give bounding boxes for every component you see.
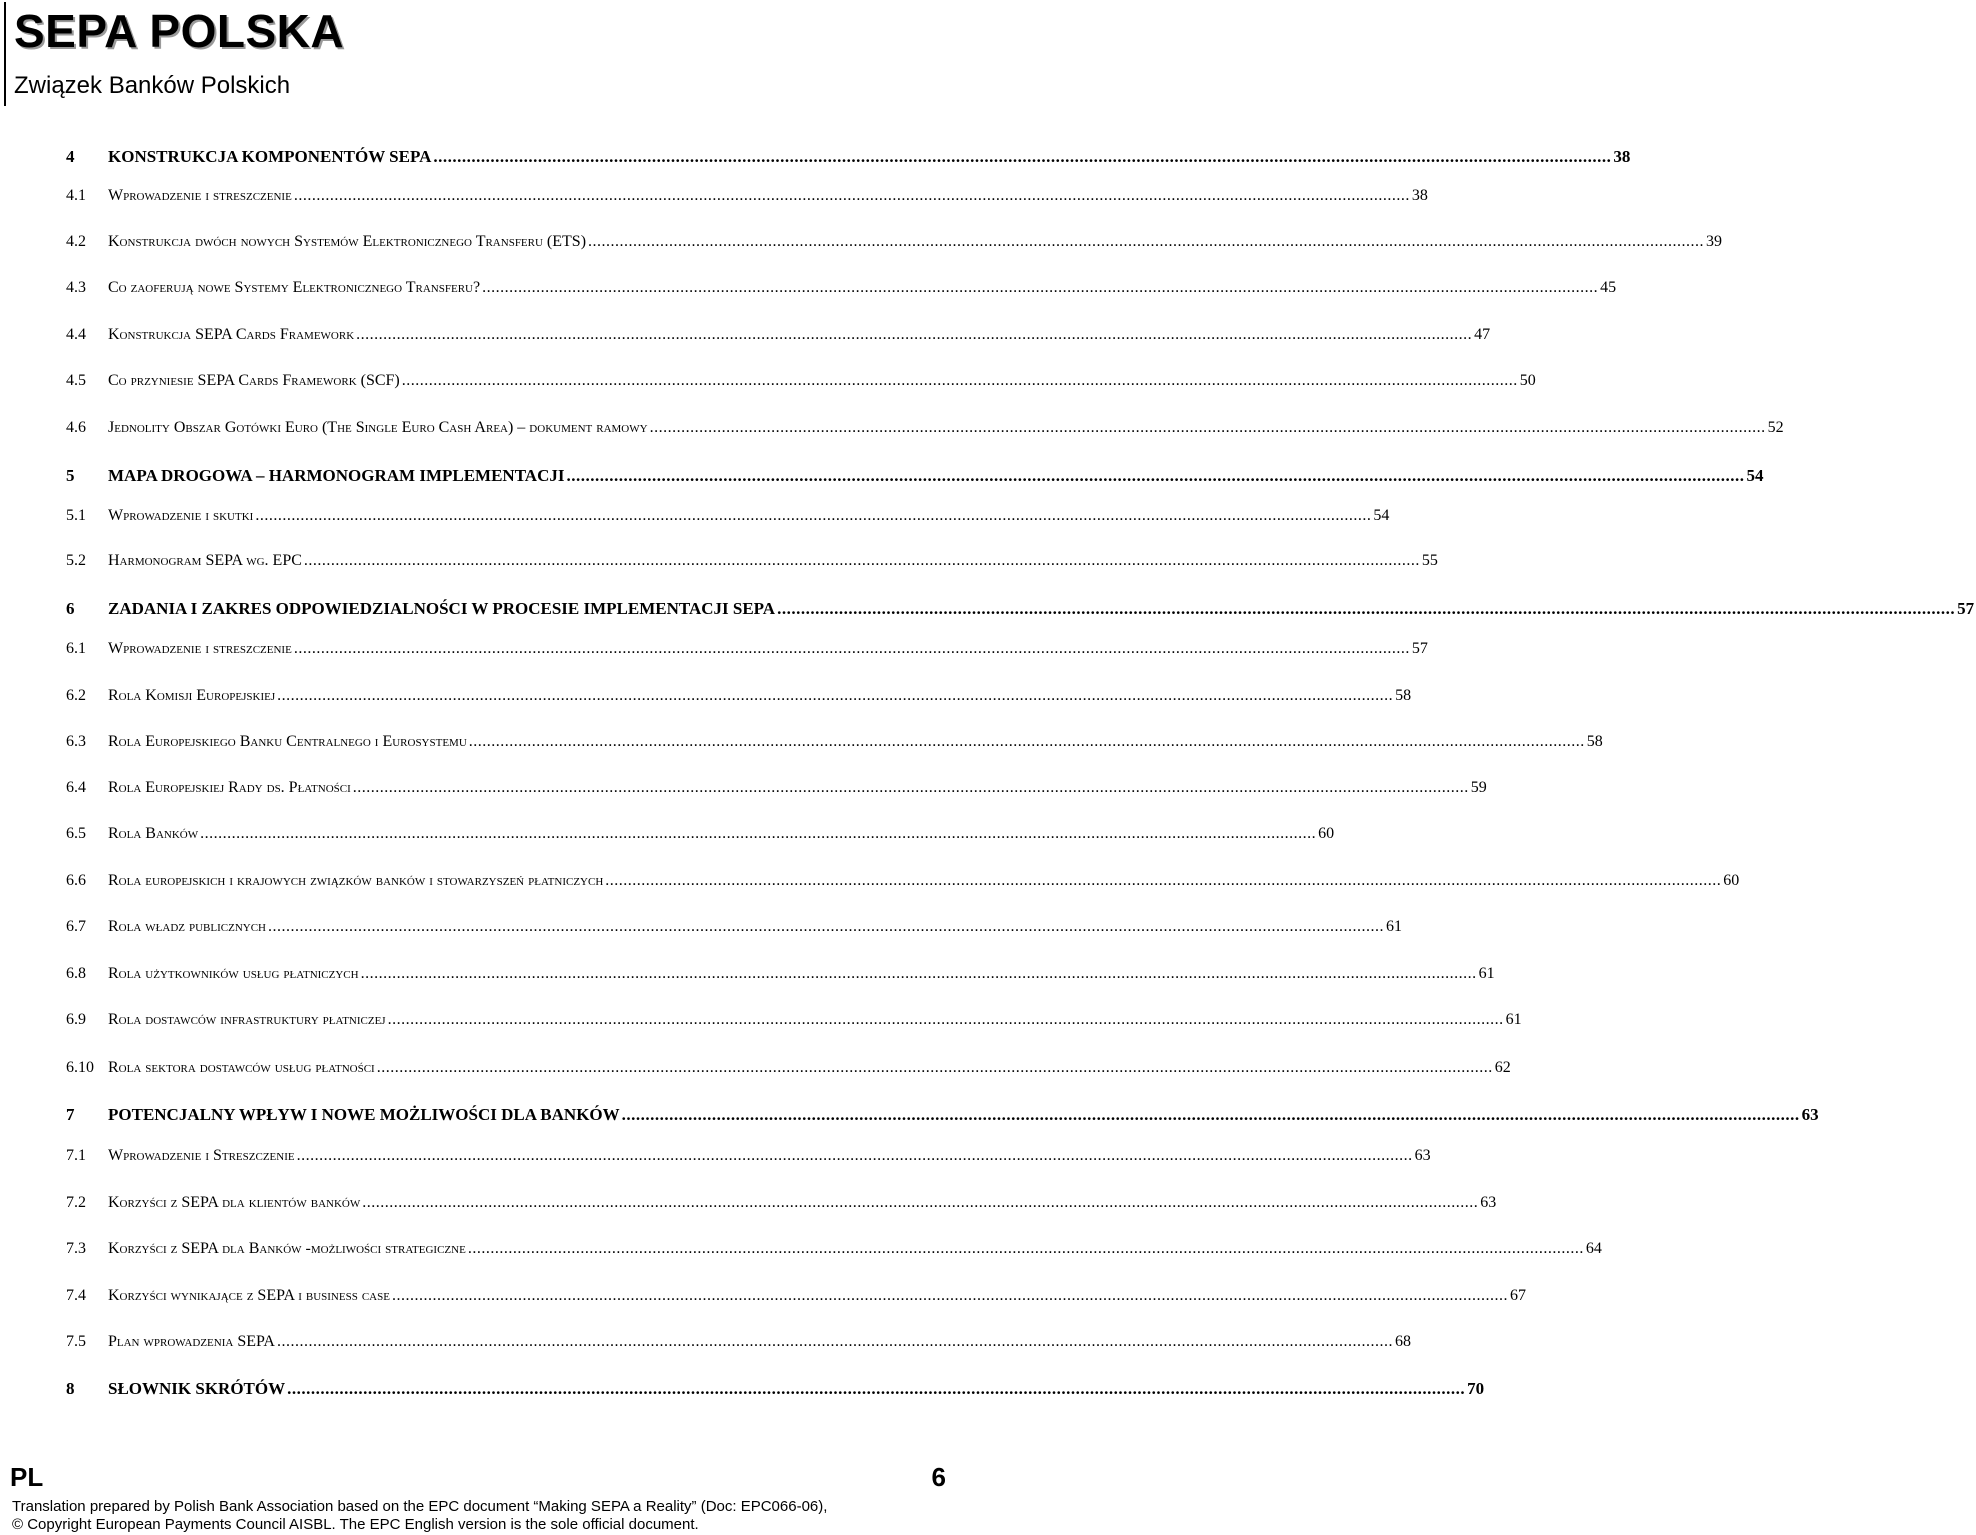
toc-entry[interactable] (66, 279, 1617, 309)
toc-entry[interactable] (66, 1333, 1411, 1363)
toc-entry-page: 55 (1421, 552, 1438, 569)
toc-entry-title: Co przyniesie SEPA Cards Framework (SCF) (108, 372, 400, 389)
toc-entry-page: 63 (1801, 1105, 1819, 1124)
toc-entry-page: 38 (1613, 147, 1631, 166)
toc-dot-leader (287, 1379, 1465, 1399)
toc-entry-number: 6.7 (66, 918, 86, 935)
toc-entry-title: Korzyści z SEPA dla klientów banków (108, 1194, 361, 1211)
toc-dot-leader (388, 1011, 1504, 1029)
toc-entry[interactable] (66, 872, 1740, 902)
toc-entry-number: 6.2 (66, 687, 86, 704)
toc-entry[interactable] (66, 1194, 1497, 1224)
toc-entry-title: Konstrukcja SEPA Cards Framework (108, 326, 355, 343)
toc-dot-leader (605, 872, 1721, 890)
toc-entry-number: 4.5 (66, 372, 86, 389)
toc-dot-leader (777, 599, 1955, 619)
toc-dot-leader (294, 640, 1410, 658)
footer-translation-note: Translation prepared by Polish Bank Association based on the EPC document “Making SEPA a Reality” (Doc: EPC066-06), (12, 1498, 828, 1515)
toc-entry-number: 7.1 (66, 1147, 86, 1164)
toc-entry-title: Wprowadzenie i streszczenie (108, 640, 292, 657)
toc-entry[interactable] (66, 640, 1428, 670)
toc-entry-number: 4.2 (66, 233, 86, 250)
toc-entry-title: Co zaoferują nowe Systemy Elektronicznego Transferu? (108, 279, 481, 296)
toc-entry-page: 68 (1394, 1333, 1411, 1350)
toc-dot-leader (268, 918, 1384, 936)
toc-entry-number: 7.2 (66, 1194, 86, 1211)
toc-entry[interactable] (66, 419, 1784, 449)
toc-entry-title: Rola Banków (108, 825, 199, 842)
toc-entry-number: 4.4 (66, 326, 86, 343)
toc-entry-page: 70 (1467, 1379, 1485, 1398)
toc-entry-title: Rola użytkowników usług płatniczych (108, 965, 359, 982)
page-header (0, 0, 960, 112)
toc-entry-number: 7 (66, 1105, 75, 1124)
toc-entry-title: ZADANIA I ZAKRES ODPOWIEDZIALNOŚCI W PROCESIE IMPLEMENTACJI SEPA (108, 599, 776, 618)
toc-entry[interactable] (66, 965, 1495, 995)
toc-entry[interactable] (66, 687, 1412, 717)
toc-entry-title: MAPA DROGOWA – HARMONOGRAM IMPLEMENTACJI (108, 466, 565, 485)
toc-entry-title: Korzyści wynikające z SEPA i business case (108, 1287, 390, 1304)
toc-entry-page: 47 (1474, 326, 1491, 343)
toc-dot-leader (297, 1147, 1413, 1165)
toc-entry[interactable] (66, 372, 1536, 402)
toc-entry[interactable] (66, 599, 1975, 629)
toc-dot-leader (356, 326, 1472, 344)
page-footer (0, 1460, 960, 1535)
toc-entry-title: Rola sektora dostawców usług płatności (108, 1059, 375, 1076)
header-subtitle: Związek Banków Polskich (14, 72, 291, 99)
toc-entry-page: 54 (1746, 466, 1764, 485)
toc-entry-title: Rola Europejskiego Banku Centralnego i Eurosystemu (108, 733, 467, 750)
toc-entry[interactable] (66, 507, 1390, 537)
toc-entry-page: 58 (1395, 687, 1412, 704)
toc-entry[interactable] (66, 147, 1631, 177)
toc-dot-leader (650, 419, 1766, 437)
toc-entry-page: 57 (1411, 640, 1428, 657)
toc-entry-number: 4.6 (66, 419, 86, 436)
toc-entry-number: 4 (66, 147, 75, 166)
toc-entry-page: 62 (1494, 1059, 1511, 1076)
toc-entry-title: KONSTRUKCJA KOMPONENTÓW SEPA (108, 147, 432, 166)
toc-dot-leader (468, 1240, 1584, 1258)
toc-entry[interactable] (66, 466, 1764, 496)
toc-dot-leader (482, 279, 1598, 297)
toc-entry-page: 57 (1957, 599, 1975, 618)
toc-entry-title: Plan wprowadzenia SEPA (108, 1333, 275, 1350)
toc-entry-number: 6.8 (66, 965, 86, 982)
footer-copyright: © Copyright European Payments Council AISBL. The EPC English version is the sole official document. (12, 1516, 699, 1533)
toc-entry[interactable] (66, 233, 1723, 263)
toc-entry[interactable] (66, 1059, 1511, 1089)
toc-entry-title: Rola dostawców infrastruktury płatniczej (108, 1011, 386, 1028)
toc-entry-title: Wprowadzenie i Streszczenie (108, 1147, 295, 1164)
toc-entry-title: Rola europejskich i krajowych związków banków i stowarzyszeń płatniczych (108, 872, 604, 889)
toc-entry-number: 6.6 (66, 872, 86, 889)
toc-entry-page: 50 (1519, 372, 1536, 389)
toc-entry[interactable] (66, 733, 1603, 763)
toc-entry-page: 64 (1585, 1240, 1602, 1257)
toc-entry-number: 5 (66, 466, 75, 485)
toc-dot-leader (200, 825, 1316, 843)
toc-entry[interactable] (66, 1287, 1526, 1317)
toc-dot-leader (277, 687, 1393, 705)
toc-entry[interactable] (66, 918, 1402, 948)
toc-entry-page: 54 (1373, 507, 1390, 524)
toc-dot-leader (622, 1105, 1800, 1125)
toc-entry-number: 8 (66, 1379, 75, 1398)
toc-entry-number: 6.1 (66, 640, 86, 657)
toc-dot-leader (402, 372, 1518, 390)
toc-entry-number: 4.3 (66, 279, 86, 296)
toc-dot-leader (362, 1194, 1478, 1212)
toc-entry-page: 63 (1414, 1147, 1431, 1164)
toc-entry[interactable] (66, 1240, 1602, 1270)
toc-entry-number: 6 (66, 599, 75, 618)
toc-entry-title: Korzyści z SEPA dla Banków -możliwości strategiczne (108, 1240, 466, 1257)
toc-dot-leader (294, 187, 1410, 205)
toc-entry-page: 52 (1767, 419, 1784, 436)
toc-dot-leader (255, 507, 1371, 525)
toc-entry-number: 6.3 (66, 733, 86, 750)
toc-entry-title: Konstrukcja dwóch nowych Systemów Elektronicznego Transferu (ETS) (108, 233, 587, 250)
toc-dot-leader (392, 1287, 1508, 1305)
toc-entry[interactable] (66, 1147, 1431, 1177)
toc-entry-title: Harmonogram SEPA wg. EPC (108, 552, 302, 569)
toc-entry-page: 45 (1600, 279, 1617, 296)
toc-entry-page: 60 (1318, 825, 1335, 842)
toc-entry[interactable] (66, 552, 1438, 582)
header-title: SEPA POLSKA (14, 5, 345, 57)
toc-entry-title: Wprowadzenie i skutki (108, 507, 254, 524)
toc-entry-title: SŁOWNIK SKRÓTÓW (108, 1379, 286, 1398)
toc-entry-title: Jednolity Obszar Gotówki Euro (The Single Euro Cash Area) – dokument ramowy (108, 419, 648, 436)
toc-entry-number: 5.1 (66, 507, 86, 524)
toc-entry[interactable] (66, 1379, 1485, 1409)
toc-entry-number: 6.4 (66, 779, 86, 796)
toc-entry-number: 5.2 (66, 552, 86, 569)
toc-entry[interactable] (66, 1105, 1819, 1135)
toc-dot-leader (304, 552, 1420, 570)
toc-entry[interactable] (66, 187, 1428, 217)
toc-entry-page: 61 (1505, 1011, 1522, 1028)
toc-entry-page: 60 (1723, 872, 1740, 889)
toc-entry-page: 63 (1480, 1194, 1497, 1211)
toc-entry-page: 39 (1706, 233, 1723, 250)
toc-dot-leader (353, 779, 1469, 797)
toc-entry[interactable] (66, 779, 1487, 809)
toc-entry-number: 6.5 (66, 825, 86, 842)
toc-entry-number: 7.4 (66, 1287, 86, 1304)
toc-entry-title: Rola Komisji Europejskiej (108, 687, 276, 704)
header-vertical-rule (4, 2, 6, 106)
footer-language-code: PL (10, 1462, 44, 1492)
toc-dot-leader (588, 233, 1704, 251)
toc-entry-page: 61 (1386, 918, 1402, 935)
toc-entry[interactable] (66, 326, 1491, 356)
toc-dot-leader (361, 965, 1477, 983)
toc-entry-title: POTENCJALNY WPŁYW I NOWE MOŻLIWOŚCI DLA BANKÓW (108, 1105, 620, 1124)
toc-entry-number: 4.1 (66, 187, 86, 204)
toc-entry-title: Rola Europejskiej Rady ds. Płatności (108, 779, 351, 796)
toc-entry-page: 59 (1470, 779, 1487, 796)
footer-page-number: 6 (931, 1462, 946, 1492)
toc-entry-page: 61 (1478, 965, 1495, 982)
toc-entry-page: 58 (1586, 733, 1603, 750)
toc-entry-title: Rola władz publicznych (108, 918, 266, 935)
toc-entry-number: 6.10 (66, 1059, 94, 1076)
toc-dot-leader (433, 147, 1611, 167)
toc-dot-leader (469, 733, 1585, 751)
toc-dot-leader (377, 1059, 1493, 1077)
toc-entry[interactable] (66, 825, 1335, 855)
toc-dot-leader (566, 466, 1744, 486)
toc-entry-title: Wprowadzenie i streszczenie (108, 187, 292, 204)
toc-entry-number: 7.5 (66, 1333, 86, 1350)
toc-entry-number: 7.3 (66, 1240, 86, 1257)
toc-dot-leader (277, 1333, 1393, 1351)
toc-entry[interactable] (66, 1011, 1522, 1041)
toc-entry-page: 67 (1509, 1287, 1526, 1304)
toc-entry-number: 6.9 (66, 1011, 86, 1028)
toc-entry-page: 38 (1411, 187, 1428, 204)
